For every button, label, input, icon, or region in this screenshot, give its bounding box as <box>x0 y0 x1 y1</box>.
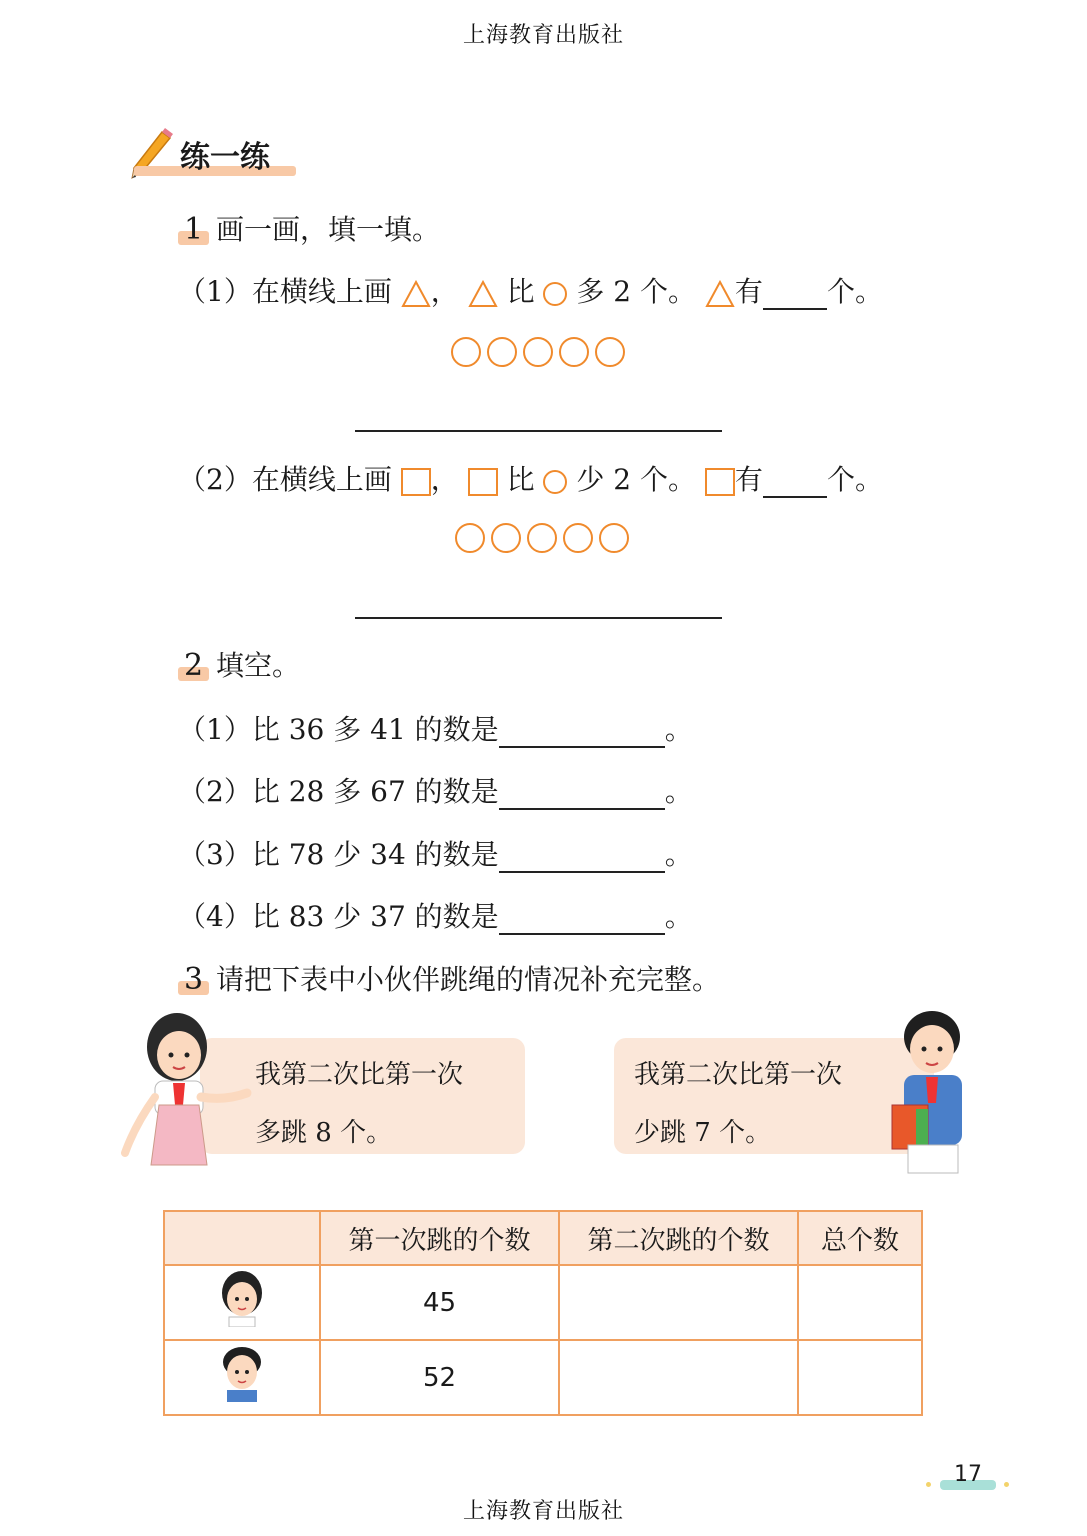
circle-icon <box>527 523 557 553</box>
page-number: 17 <box>954 1462 982 1487</box>
period: 。 <box>664 713 693 746</box>
q1-number: 1 <box>180 212 207 247</box>
q2-heading <box>180 644 300 684</box>
q3-number: 3 <box>180 962 207 997</box>
circle-icon <box>559 337 589 367</box>
q2-item-text: （4）比 83 少 37 的数是 <box>178 900 499 933</box>
total-count-cell[interactable] <box>798 1265 922 1340</box>
answer-blank[interactable] <box>763 278 827 310</box>
table-header-cell: 第二次跳的个数 <box>559 1211 798 1265</box>
drawing-line-1[interactable] <box>355 430 722 432</box>
girl-bubble-line1: 我第二次比第一次 <box>255 1060 464 1090</box>
comma: ， <box>430 463 459 496</box>
boy-avatar <box>164 1340 320 1415</box>
boy-bubble-line1: 我第二次比第一次 <box>634 1060 843 1090</box>
decor-dot <box>926 1482 931 1487</box>
square-icon <box>705 468 735 496</box>
table-header-cell <box>164 1211 320 1265</box>
q1-p1-tail: 多 2 个。 <box>576 275 697 308</box>
q1-p2-prefix: （2）在横线上画 <box>178 463 392 496</box>
circle-row-2 <box>452 523 632 557</box>
q2-item-2 <box>178 770 693 810</box>
q2-item-1 <box>178 708 693 748</box>
total-count-cell[interactable] <box>798 1340 922 1415</box>
q2-item-text: （1）比 36 多 41 的数是 <box>178 713 499 746</box>
answer-blank[interactable] <box>499 899 665 935</box>
boy-speech-bubble <box>614 1038 934 1154</box>
table-row <box>164 1265 922 1340</box>
circle-row-1 <box>448 337 628 371</box>
square-icon <box>468 468 498 496</box>
publisher-footer: 上海教育出版社 <box>462 1499 624 1524</box>
first-count-cell: 45 <box>320 1265 559 1340</box>
circle-icon <box>487 337 517 367</box>
triangle-icon <box>705 280 735 308</box>
drawing-line-2[interactable] <box>355 617 722 619</box>
circle-icon <box>451 337 481 367</box>
girl-bubble-line2: 多跳 8 个。 <box>255 1118 393 1148</box>
table-row <box>164 1340 922 1415</box>
q1-p2-you: 有 <box>734 463 763 496</box>
period: 。 <box>664 838 693 871</box>
q2-title: 填空。 <box>216 649 301 682</box>
period: 。 <box>664 900 693 933</box>
girl-avatar <box>164 1265 320 1340</box>
second-count-cell[interactable] <box>559 1265 798 1340</box>
circle-icon <box>543 470 567 494</box>
q1-p1-bi: 比 <box>506 275 535 308</box>
table-header-cell: 总个数 <box>798 1211 922 1265</box>
second-count-cell[interactable] <box>559 1340 798 1415</box>
q1-part1 <box>178 270 883 310</box>
first-count-cell: 52 <box>320 1340 559 1415</box>
circle-icon <box>523 337 553 367</box>
section-title-text: 练一练 <box>180 140 270 175</box>
page-number-badge <box>926 1462 1012 1492</box>
q3-heading <box>180 958 720 998</box>
publisher-header: 上海教育出版社 <box>462 23 624 48</box>
jump-rope-table <box>163 1210 923 1416</box>
q3-title: 请把下表中小伙伴跳绳的情况补充完整。 <box>216 963 721 996</box>
triangle-icon <box>468 280 498 308</box>
decor-dot <box>1004 1482 1009 1487</box>
girl-illustration <box>115 1005 255 1170</box>
boy-illustration <box>888 1005 973 1175</box>
q1-p1-prefix: （1）在横线上画 <box>178 275 392 308</box>
table-header-row <box>164 1211 922 1265</box>
q2-item-text: （3）比 78 少 34 的数是 <box>178 838 499 871</box>
q1-heading <box>180 208 440 248</box>
section-title <box>128 128 298 180</box>
circle-icon <box>595 337 625 367</box>
boy-bubble-line2: 少跳 7 个。 <box>634 1118 772 1148</box>
triangle-icon <box>401 280 431 308</box>
circle-icon <box>455 523 485 553</box>
circle-icon <box>599 523 629 553</box>
q1-p2-ge: 个。 <box>826 463 883 496</box>
q1-part2 <box>178 458 883 498</box>
circle-icon <box>491 523 521 553</box>
q2-item-text: （2）比 28 多 67 的数是 <box>178 775 499 808</box>
square-icon <box>401 468 431 496</box>
period: 。 <box>664 775 693 808</box>
q1-title: 画一画，填一填。 <box>216 213 441 246</box>
q1-p2-bi: 比 <box>506 463 535 496</box>
q1-p1-ge: 个。 <box>826 275 883 308</box>
answer-blank[interactable] <box>763 466 827 498</box>
q1-p1-you: 有 <box>734 275 763 308</box>
answer-blank[interactable] <box>499 774 665 810</box>
table-header-cell: 第一次跳的个数 <box>320 1211 559 1265</box>
answer-blank[interactable] <box>499 837 665 873</box>
q2-item-4 <box>178 895 693 935</box>
comma: ， <box>430 275 459 308</box>
q2-number: 2 <box>180 648 207 683</box>
circle-icon <box>563 523 593 553</box>
q2-item-3 <box>178 833 693 873</box>
answer-blank[interactable] <box>499 712 665 748</box>
circle-icon <box>543 282 567 306</box>
q1-p2-tail: 少 2 个。 <box>576 463 697 496</box>
